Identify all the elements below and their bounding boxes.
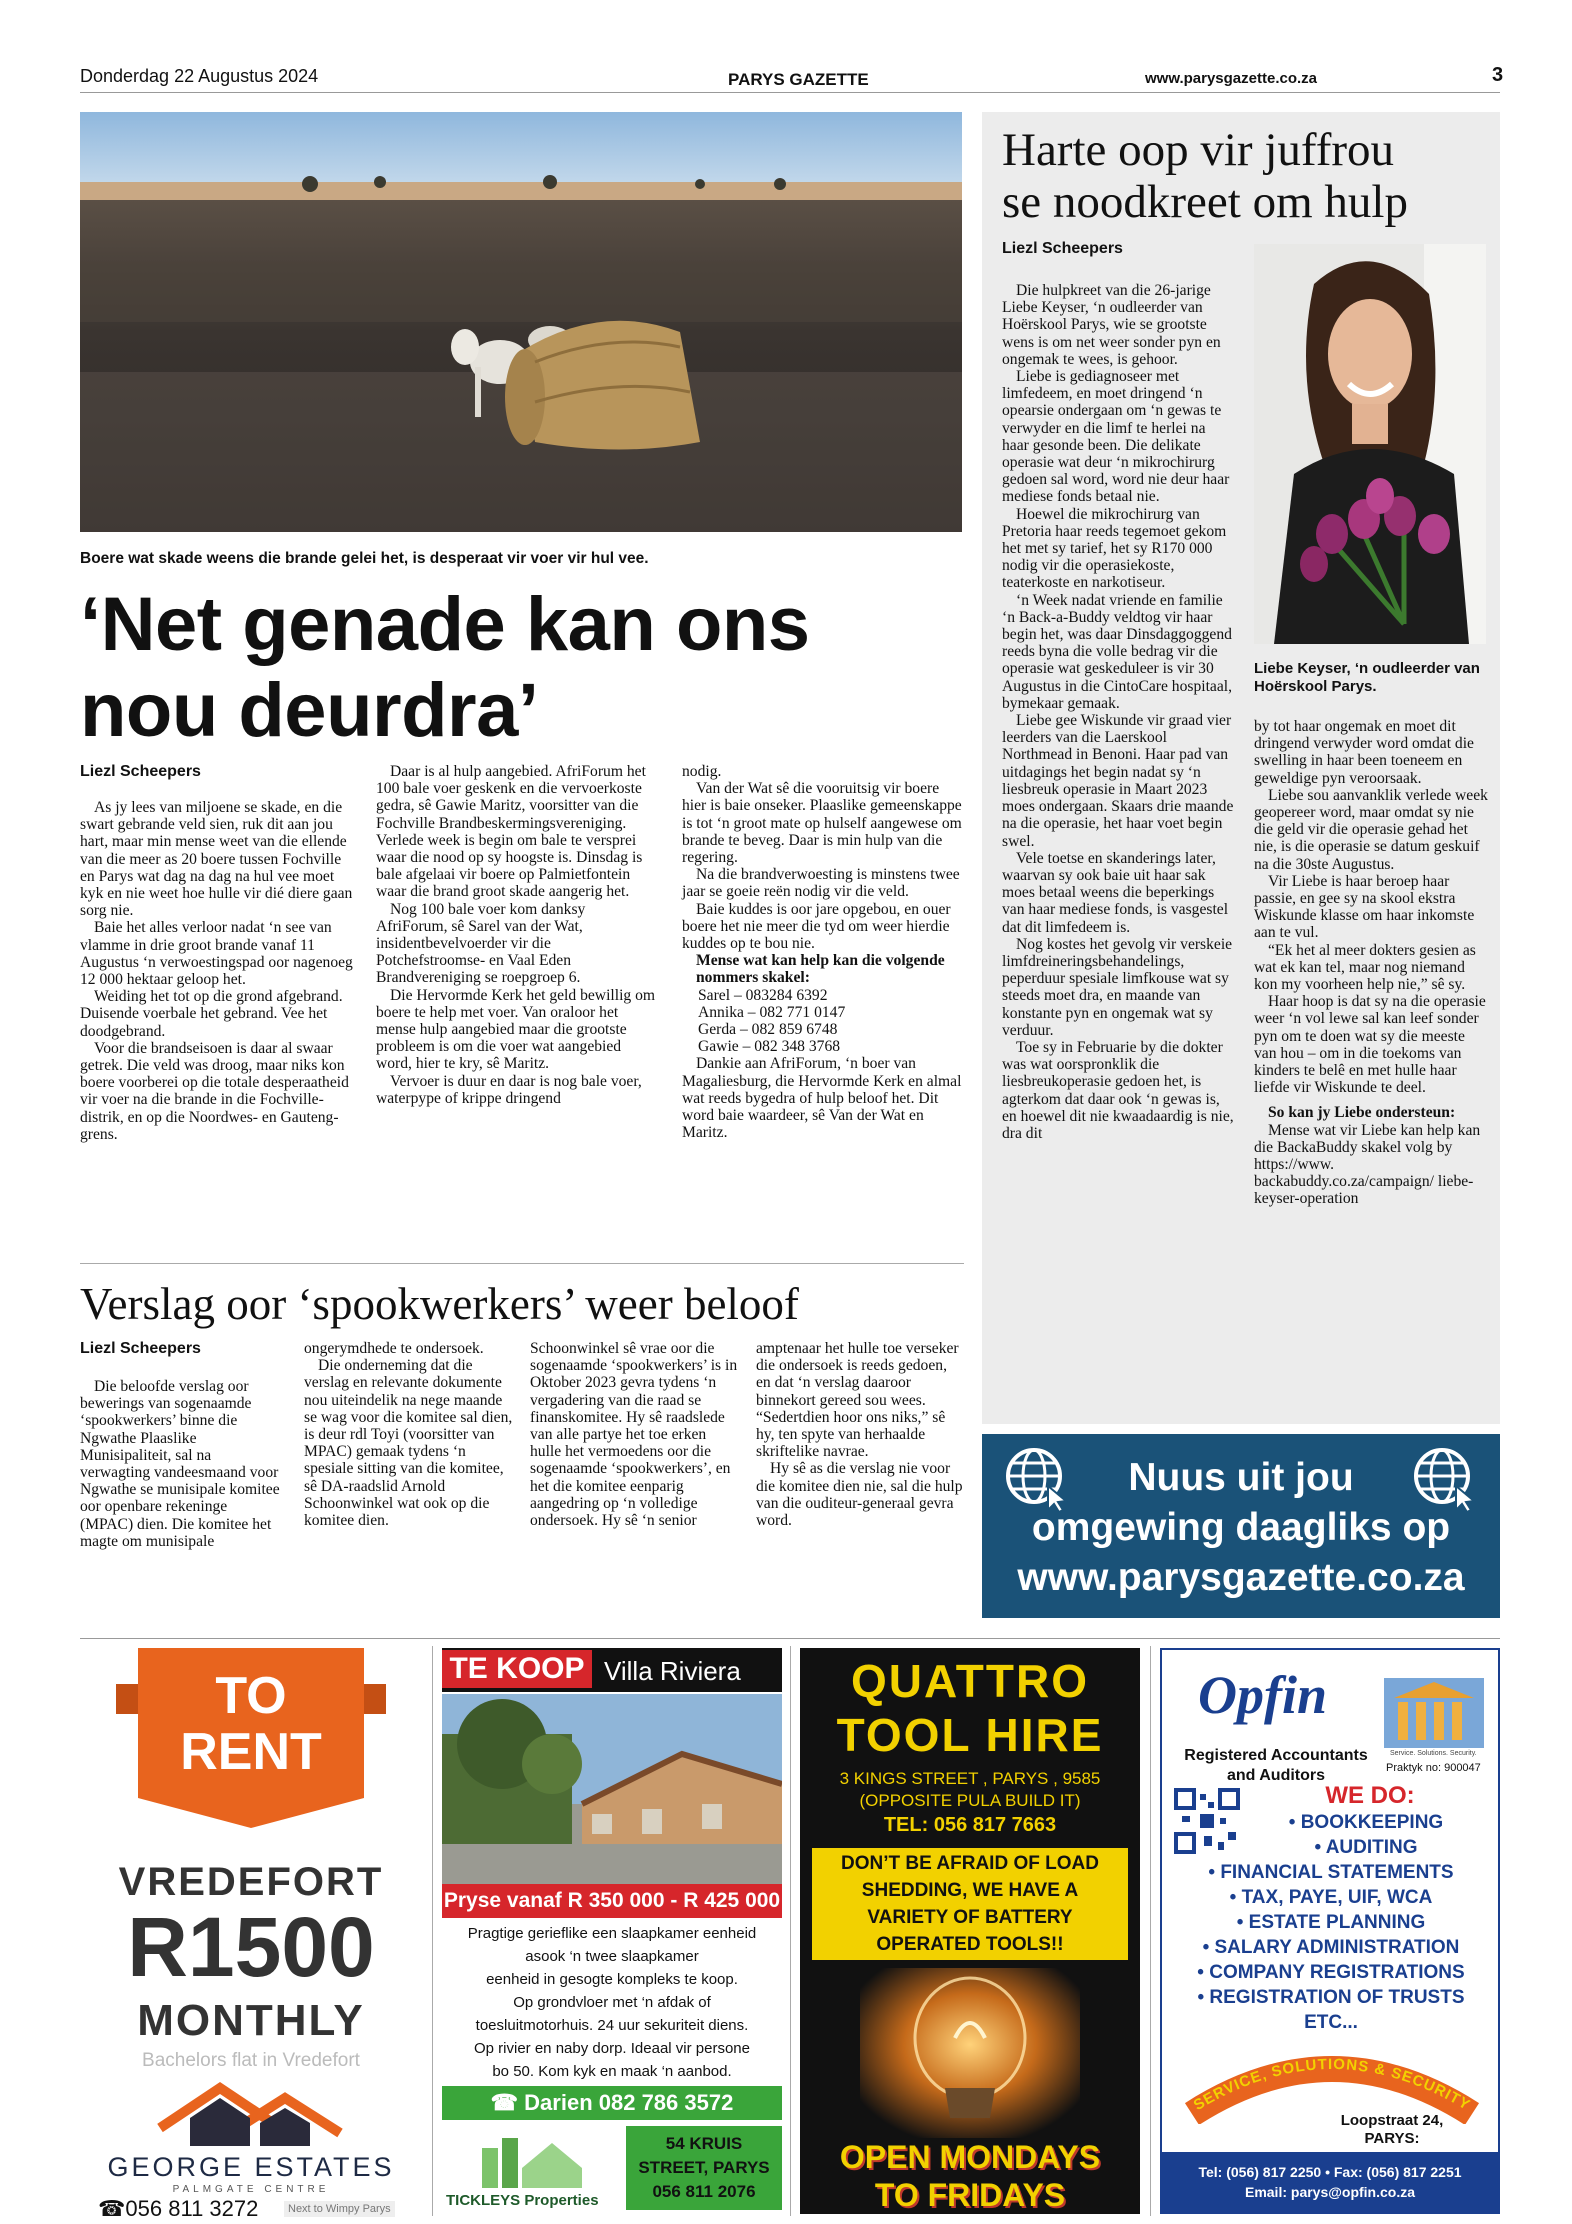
service-item: ETC... [1304, 2012, 1358, 2033]
paragraph: Die onderneming dat die verslag en relevante dokumente nou uiteindelik na nege maande se wag voor die komitee sal dien, is deur rdl Toyi (voorsitter van MPAC) gemaak tydens ‘n spesiale sitting van die komitee, sê DA-raadslid Arnold Schoonwinkel wat ook op die komitee dien. [304, 1357, 513, 1530]
hours-line: TO FRIDAYS [874, 2177, 1066, 2213]
arc-text: SERVICE, SOLUTIONS & SECURITY [1190, 2055, 1474, 2115]
paragraph: Vele toetse en skanderings later, waarvan sy ook baie uit haar sak moes betaal weens die beperkings van haar mediese fonds, is vasgestel dat dit limfedeem is. [1002, 849, 1229, 936]
service-item: • ESTATE PLANNING [1236, 1912, 1426, 1933]
paragraph: Van der Wat sê die vooruitsig vir boere hier is baie onseker. Plaaslike gemeenskappe is tot ‘n groot mate op hulself aangewese om brande te beveg. Daar is min hulp van die regering. [682, 780, 962, 867]
tool-hire-title [800, 1654, 1140, 1762]
ad-description: Bachelors flat in Vredefort [142, 2050, 360, 2071]
story2-column-2 [304, 1340, 514, 1529]
story2-byline: Liezl Scheepers [80, 1340, 201, 1357]
address-line: 056 811 2076 [652, 2182, 756, 2201]
address-line: 3 KINGS STREET , PARYS , 9585 [839, 1769, 1101, 1788]
message-line: SHEDDING, WE HAVE A [861, 1880, 1079, 1901]
paragraph: Schoonwinkel sê vrae oor die sogenaamde ‘spookwerkers’ is in Oktober 2023 gevra tydens ‘n vergadering van die raad se finanskomitee. Hy sê raadslede van alle partye het toe erken hulle het vermoedens oor die sogenaamde ‘spookwerkers’, en het die komitee eenparig aangedring op ‘n volledige ondersoek. Hy sê ‘n senior [530, 1340, 738, 1530]
service-item: • BOOKKEEPING [1288, 1812, 1444, 1833]
subtitle-line: Registered Accountants [1184, 1747, 1368, 1764]
paragraph: Die beloofde verslag oor bewerings van sogenaamde ‘spookwerkers’ binne die Ngwathe Plaaslike Munisipaliteit, sal na verwagting vandeesmaand voor Ngwathe se munisipale komitee oor openbare rekeninge (MPAC) dien. Die komitee het magte om munisipale [80, 1378, 280, 1550]
contact-line: Annika – 082 771 0147 [698, 1003, 846, 1021]
paragraph: Weiding het tot op die grond afgebrand. Duisende voerbale het gebrand. Vee het doodgebrand. [80, 988, 343, 1040]
side-story-column-1 [1002, 282, 1234, 1142]
contact-name-phone: Darien 082 786 3572 [524, 2090, 734, 2115]
contact-line: Sarel – 083284 6392 [698, 986, 828, 1004]
paragraph: Dankie aan AfriForum, ‘n boer van Magaliesburg, die Hervormde Kerk en almal wat reeds bygedra of hulp beloof het. Dit word baie waardeer, sê Van der Wat en Maritz. [682, 1055, 962, 1142]
paragraph: ongerymdhede te ondersoek. [304, 1340, 484, 1357]
paragraph: Liebe sou aanvanklik verlede week geopereer word, maar omdat sy nie die geld vir die operasie gehad het nie, is die operasie se datum geskuif na die 30ste Augustus. [1254, 786, 1488, 873]
paragraph: by tot haar ongemak en moet dit dringend verwyder word omdat die swelling in haar been toeneem en geweldige pyn veroorsaak. [1254, 718, 1474, 787]
te-koop-tag: TE KOOP [442, 1650, 592, 1688]
opfin-logo: Opfin [1198, 1665, 1328, 1725]
story1-column-1 [80, 799, 354, 1143]
contact-line: Gerda – 082 859 6748 [698, 1021, 838, 1039]
story2-column-3 [530, 1340, 738, 1529]
tickleys-logo-icon [472, 2128, 582, 2188]
paper-name: PARYS GAZETTE [728, 70, 869, 89]
photo-caption: Boere wat skade weens die brande gelei het, is desperaat vir voer vir hul vee. [80, 550, 649, 567]
story1-byline: Liezl Scheepers [80, 763, 201, 780]
lightbulb-icon [860, 1968, 1080, 2138]
ribbon-line-2: RENT [180, 1723, 322, 1781]
ads-divider [80, 1638, 1500, 1639]
message-line: VARIETY OF BATTERY [867, 1907, 1073, 1928]
desc-line: Pragtige gerieflike een slaapkamer eenheid [467, 1925, 757, 1942]
ad-separator [790, 1646, 791, 2216]
title-line: TOOL HIRE [836, 1709, 1104, 1761]
paragraph: “Ek het al meer dokters gesien as wat ek kan tel, maar nog niemand kon my voorheen help nie,” sê sy. [1254, 941, 1476, 994]
paragraph: Baie kuddes is oor jare opgebou, en ouer boere het nie meer die tyd om weer hierdie kuddes op te bou nie. [682, 900, 951, 953]
help-heading: So kan jy Liebe ondersteun: [1268, 1104, 1456, 1122]
side-story-headline [1002, 124, 1492, 228]
paragraph: nodig. [682, 763, 722, 780]
service-item: • FINANCIAL STATEMENTS [1208, 1862, 1454, 1883]
contacts-heading: Mense wat kan help kan die volgende nommers skakel: [696, 952, 945, 987]
service-item: • AUDITING [1314, 1837, 1418, 1858]
opfin-phone: Tel: (056) 817 2250 • Fax: (056) 817 2251 [1198, 2164, 1462, 2180]
paragraph: Die hulpkreet van die 26-jarige Liebe Keyser, ‘n oudleerder van Hoërskool Parys, wie se grootste wens is om net weer sonder pyn en ongemak te wees, is gehoor. [1002, 282, 1221, 368]
message-line: OPERATED TOOLS!! [876, 1934, 1064, 1955]
address-line: PARYS: [1364, 2130, 1420, 2147]
banner-line-3: www.parysgazette.co.za [1017, 1556, 1465, 1599]
subtitle-line: and Auditors [1226, 1767, 1326, 1784]
paragraph: Vir Liebe is haar beroep haar passie, en gee sy na skool ekstra Wiskunde klasse om haar inkomste aan te vul. [1254, 872, 1475, 942]
headline-line-2: nou deurdra’ [80, 668, 539, 753]
ad-phone[interactable]: ☎056 811 3272 [98, 2196, 259, 2221]
paragraph: Toe sy in Februarie by die dokter was wat oorspronklik die liesbreukoperasie gedoen het, is agterkom dat daar ook ‘n gewas is, en hoewel dit nie kwaadaardig is nie, dra dit [1002, 1038, 1234, 1142]
ad-separator [432, 1646, 433, 2216]
desc-line: bo 50. Kom kyk en maak ‘n aanbod. [492, 2063, 732, 2080]
paragraph: Liebe gee Wiskunde vir graad vier leerders van die Laerskool Northmead in Benoni. Haar pad van uitdagings het begin nadat sy ‘n liesbreuk operasie in Maart 2023 moes ondergaan. Skaars drie maande na die operasie, het haar voet begin swel. [1002, 712, 1234, 850]
side-headline-line-1: Harte oop vir juffrou [1002, 124, 1394, 176]
ad-price: R1500 [127, 1900, 375, 1994]
story1-column-3 [682, 763, 964, 1141]
agency-brand: TICKLEYS Properties [446, 2192, 599, 2209]
desc-line: Op grondvloer met ‘n afdak of [513, 1994, 711, 2011]
story2-headline: Verslag oor ‘spookwerkers’ weer beloof [80, 1279, 799, 1329]
opfin-subtitle [1166, 1746, 1386, 1786]
desc-line: Op rivier en naby dorp. Ideaal vir persone [474, 2040, 750, 2057]
paragraph: Na die brandverwoesting is minstens twee jaar se goeie reën nodig vir die veld. [682, 866, 960, 901]
ad-note: Next to Wimpy Parys [284, 2201, 395, 2217]
paragraph: Hoewel die mikrochirurg van Pretoria haar reeds tegemoet gekom het met sy tarief, het sy R170 000 nodig vir die operasiekoste, teaterkoste en narkotiseur. [1002, 505, 1227, 592]
phone-number: 056 811 3272 [125, 2196, 259, 2221]
story2-column-1 [80, 1378, 280, 1550]
paragraph: Vervoer is duur en daar is nog bale voer, waterpype of krippe dringend [376, 1072, 642, 1107]
ad-brand-sub: PALMGATE CENTRE [172, 2184, 330, 2195]
address-line: 54 KRUIS [665, 2134, 743, 2153]
side-story-column-2 [1254, 718, 1490, 1208]
banner-line-2: omgewing daagliks op [1031, 1506, 1451, 1549]
desc-line: eenheid in gesogte kompleks te koop. [486, 1971, 738, 1988]
portrait-caption: Liebe Keyser, ‘n oudleerder van Hoërskool Parys. [1254, 660, 1480, 695]
banner-line-1: Nuus uit jou [1128, 1456, 1354, 1499]
paragraph: ‘n Week nadat vriende en familie ‘n Back-a-Buddy veldtog vir haar begin het, was daar Dinsdaggoggend reeds byna die volle bedrag vir die operasie wat geskeduleer is vir 30 Augustus in die CintoCare hospitaal, bymekaar gemaak. [1002, 591, 1232, 712]
news-daily-banner[interactable] [982, 1434, 1500, 1618]
paragraph: Daar is al hulp aangebied. AfriForum het 100 bale voer geskenk en die vervoerkoste gedra, sê Gawie Maritz, voorsitter van die Fochville Brandbeskermingsvereniging. Verlede week is begin om bale te versprei waar die nood op sy hoogste is. Dinsdag is bale afgelaai vir boere op Palmietfontein waar die brand groot skade aangerig het. [376, 763, 646, 901]
main-headline [80, 582, 960, 754]
burnt-field-photo [80, 112, 962, 532]
opfin-tagline: Service. Solutions. Security. [1390, 1750, 1477, 1757]
tool-hire-ad[interactable] [800, 1648, 1140, 2214]
story1-column-2 [376, 763, 658, 1107]
paragraph: amptenaar het hulle toe verseker die ondersoek is reeds gedoen, en dat ‘n verslag daaroor binnekort gereed sou wees. “Sedertdien hoor ons niks,” sê hy, ten spyte van herhaalde skriftelike navrae. [756, 1340, 959, 1461]
service-item: • TAX, PAYE, UIF, WCA [1229, 1887, 1433, 1908]
header-divider [80, 92, 1500, 93]
paragraph: Hy sê as die verslag nie voor die komitee dien nie, sal die hulp van die ouditeur-generaal gevra word. [756, 1460, 963, 1530]
to-rent-ad[interactable] [80, 1648, 422, 2221]
address-line: Loopstraat 24, [1340, 2112, 1444, 2129]
opfin-accountants-ad[interactable] [1160, 1648, 1500, 2214]
service-arc-banner [1172, 2034, 1492, 2124]
tool-hire-phone[interactable]: TEL: 056 817 7663 [883, 1814, 1057, 1836]
address-line: STREET, PARYS [638, 2158, 770, 2177]
portrait-photo [1254, 244, 1486, 644]
page-number: 3 [1492, 64, 1504, 86]
paragraph: Haar hoop is dat sy na die operasie weer ‘n vol lewe sal kan leef sonder pyn om te doen wat sy die meeste van hou – om in die toekoms van kinders te belê en met hulle haar liefde vir Wiskunde te deel. [1254, 993, 1486, 1097]
property-name: Villa Riviera [604, 1656, 741, 1686]
desc-line: asook ‘n twee slaapkamer [525, 1948, 699, 1965]
title-line: QUATTRO [850, 1655, 1089, 1707]
desc-line: toesluitmotorhuis. 24 uur sekuriteit diens. [475, 2017, 749, 2034]
paragraph: Liebe is gediagnoseer met limfedeem, en moet dringend ‘n opearsie ondergaan om ‘n gewas te verwyder en die limf te herlei na haar gesonde been. Die delikate operasie wat deur ‘n mikrochirurg gedoen sal word, word nie deur haar mediese fonds betaal nie. [1002, 368, 1230, 506]
paragraph: Nog kostes het gevolg vir verskeie limfdreineringsbehandelings, peperduur spesiale limfkouse wat sy steeds moet dra, en maande van konstante pyn en ongemak wat sy verduur. [1002, 935, 1233, 1039]
ad-separator [1150, 1646, 1151, 2216]
paragraph: Voor die brandseisoen is daar al swaar getrek. Die veld was droog, maar niks kon boere voorberei op die totale desperaatheid vir voer na die brande in die Fochville-distrik, en op die Noordwes- en Gauteng-grens. [80, 1039, 349, 1143]
tool-hire-address [800, 1768, 1140, 1812]
load-shedding-message [812, 1848, 1128, 1960]
paragraph: Die Hervormde Kerk het geld bewillig om boere te help met voer. Van oraloor het mense hulp aangebied maar die grootste probleem is om die voer wat aangebied word, hier te kry, sê Maritz. [376, 986, 656, 1073]
contact-bar[interactable]: ☎ Darien 082 786 3572 [442, 2086, 782, 2120]
contact-line: Gawie – 082 348 3768 [698, 1038, 841, 1056]
services-list [1162, 1810, 1500, 2035]
building-columns-icon [1384, 1678, 1484, 1748]
side-story-byline: Liezl Scheepers [1002, 240, 1123, 257]
praktyk-number: Praktyk no: 900047 [1386, 1762, 1481, 1774]
hours-line: OPEN MONDAYS [839, 2139, 1101, 2175]
service-item: • REGISTRATION OF TRUSTS [1197, 1987, 1465, 2008]
te-koop-ad[interactable] [442, 1648, 782, 2214]
ad-period: MONTHLY [137, 1996, 365, 2045]
side-headline-line-2: se noodkreet om hulp [1002, 176, 1408, 228]
ad-place: VREDEFORT [118, 1860, 384, 1904]
ribbon-line-1: TO [215, 1667, 287, 1725]
story2-column-4 [756, 1340, 964, 1529]
opfin-email: Email: parys@opfin.co.za [1244, 2184, 1416, 2200]
paragraph: Baie het alles verloor nadat ‘n see van vlamme in drie groot brande vanaf 11 Augustus ‘n verwoestingspad oor nagenoeg 12 000 hektaar geloop het. [80, 919, 353, 989]
agency-address [626, 2126, 782, 2210]
issue-date: Donderdag 22 Augustus 2024 [80, 66, 319, 86]
service-item: • SALARY ADMINISTRATION [1202, 1937, 1460, 1958]
paragraph: As jy lees van miljoene se skade, en die swart gebrande veld sien, ruk dit aan jou hart, maar min mense weet van die ellende van die meer as 20 boere tussen Fochville en Parys wat dag na dag na hul vee moet kyk en nie weet hoe hulle vir dié diere gaan sorg nie. [80, 799, 353, 920]
property-description [442, 1922, 782, 2083]
paper-url[interactable]: www.parysgazette.co.za [1145, 70, 1318, 87]
paragraph: Nog 100 bale voer kom danksy AfriForum, sê Sarel van der Wat, insidentbevelvoerder vir die Potchefstroomse- en Vaal Eden Brandvereniging se roepgroep 6. [376, 900, 586, 987]
opening-hours [800, 2138, 1140, 2214]
story-divider [80, 1263, 964, 1264]
opfin-address [1292, 2112, 1492, 2148]
price-range: Pryse vanaf R 350 000 - R 425 000 [442, 1884, 782, 1918]
message-line: DON’T BE AFRAID OF LOAD [841, 1853, 1099, 1874]
address-line: (OPPOSITE PULA BUILD IT) [859, 1791, 1081, 1810]
ribbon-text [138, 1668, 364, 1780]
headline-line-1: ‘Net genade kan ons [80, 582, 810, 667]
we-do-heading: WE DO: [1325, 1782, 1415, 1809]
property-photo [442, 1694, 782, 1884]
houses-icon [150, 2078, 350, 2148]
opfin-contact-bar[interactable] [1162, 2152, 1498, 2212]
help-text[interactable]: Mense wat vir Liebe kan help kan die BackaBuddy skakel volg by https://www. backabuddy.co.za/campaign/ liebe-keyser-operation [1254, 1121, 1481, 1208]
ad-brand: GEORGE ESTATES [107, 2152, 395, 2182]
service-item: • COMPANY REGISTRATIONS [1197, 1962, 1465, 1983]
